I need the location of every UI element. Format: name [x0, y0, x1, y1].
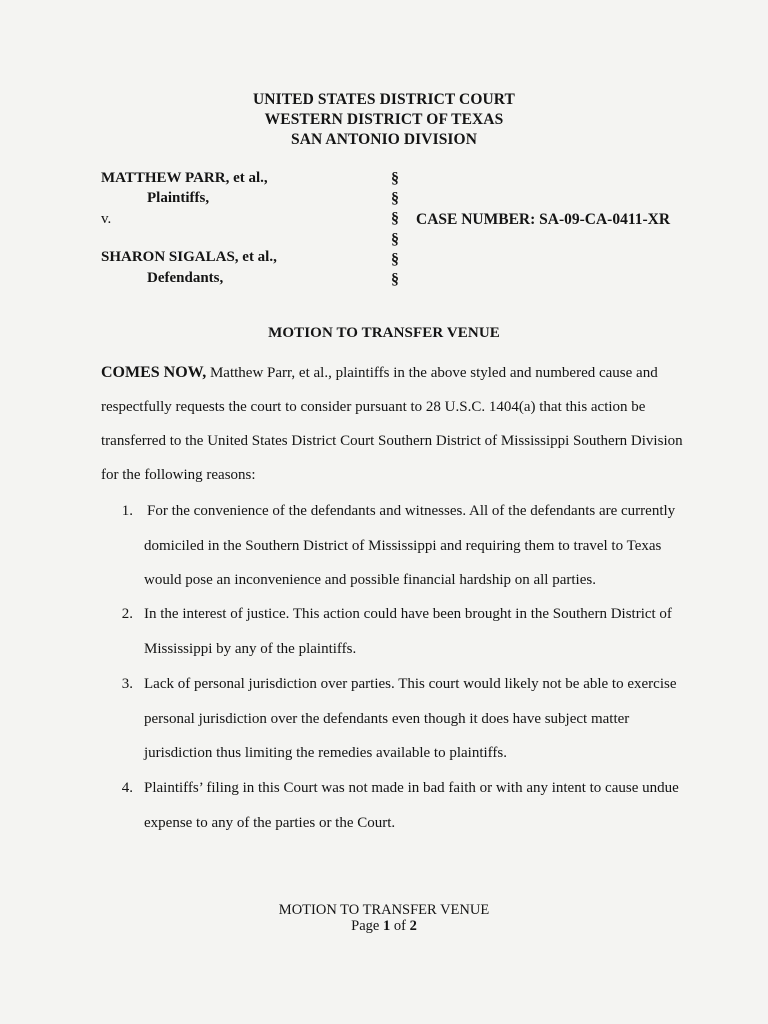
- intro-line-3: transferred to the United States District Court Southern District of Mississippi Southern Division: [101, 433, 683, 449]
- list-item-number: 4.: [121, 780, 133, 796]
- footer-title: MOTION TO TRANSFER VENUE: [278, 902, 490, 918]
- plaintiff-role: Plaintiffs,: [147, 190, 210, 206]
- intro-line-4: for the following reasons:: [101, 467, 256, 483]
- case-number: CASE NUMBER: SA-09-CA-0411-XR: [416, 211, 671, 228]
- list-item-text: domiciled in the Southern District of Mississippi and requiring them to travel to Texas: [144, 538, 662, 554]
- list-item-text: For the convenience of the defendants and witnesses. All of the defendants are currently: [147, 503, 676, 519]
- list-item-text: Plaintiffs’ filing in this Court was not made in bad faith or with any intent to cause undue: [144, 780, 679, 796]
- intro-lead: COMES NOW,: [101, 364, 207, 381]
- section-symbol: §: [391, 190, 399, 207]
- section-symbol: §: [391, 271, 399, 288]
- court-district: WESTERN DISTRICT OF TEXAS: [264, 111, 504, 128]
- motion-title: MOTION TO TRANSFER VENUE: [268, 325, 500, 341]
- list-item-text: jurisdiction thus limiting the remedies available to plaintiffs.: [144, 745, 507, 761]
- section-symbol: §: [391, 251, 399, 268]
- section-symbol: §: [391, 231, 399, 248]
- versus-label: v.: [101, 211, 112, 227]
- section-symbol: §: [391, 170, 399, 187]
- intro-line-1: [101, 364, 658, 382]
- list-item-text: expense to any of the parties or the Court.: [144, 815, 396, 831]
- list-item-number: 3.: [121, 676, 133, 692]
- intro-text: Matthew Parr, et al., plaintiffs in the above styled and numbered cause and: [209, 365, 658, 381]
- list-item-number: 2.: [121, 606, 133, 622]
- plaintiff-name: MATTHEW PARR, et al.,: [101, 170, 268, 186]
- intro-line-2: respectfully requests the court to consider pursuant to 28 U.S.C. 1404(a) that this action be: [101, 399, 646, 415]
- list-item-text: Lack of personal jurisdiction over parties. This court would likely not be able to exercise: [144, 676, 677, 692]
- page-label: Page: [351, 918, 383, 934]
- list-item-text: would pose an inconvenience and possible financial hardship on all parties.: [144, 572, 596, 588]
- defendant-name: SHARON SIGALAS, et al.,: [101, 249, 277, 265]
- page-number: 1: [382, 918, 391, 934]
- section-symbol: §: [391, 210, 399, 227]
- list-item-text: In the interest of justice. This action could have been brought in the Southern District of: [144, 606, 672, 622]
- list-item-text: Mississippi by any of the plaintiffs.: [144, 641, 357, 657]
- court-division: SAN ANTONIO DIVISION: [290, 131, 478, 148]
- list-item-number: 1.: [121, 503, 133, 519]
- court-name: UNITED STATES DISTRICT COURT: [253, 91, 515, 108]
- page-total: 2: [409, 918, 417, 934]
- page-of-label: of: [390, 918, 410, 934]
- defendant-role: Defendants,: [147, 270, 224, 286]
- list-item-text: personal jurisdiction over the defendants even though it does have subject matter: [144, 711, 630, 727]
- page-indicator: [0, 918, 768, 935]
